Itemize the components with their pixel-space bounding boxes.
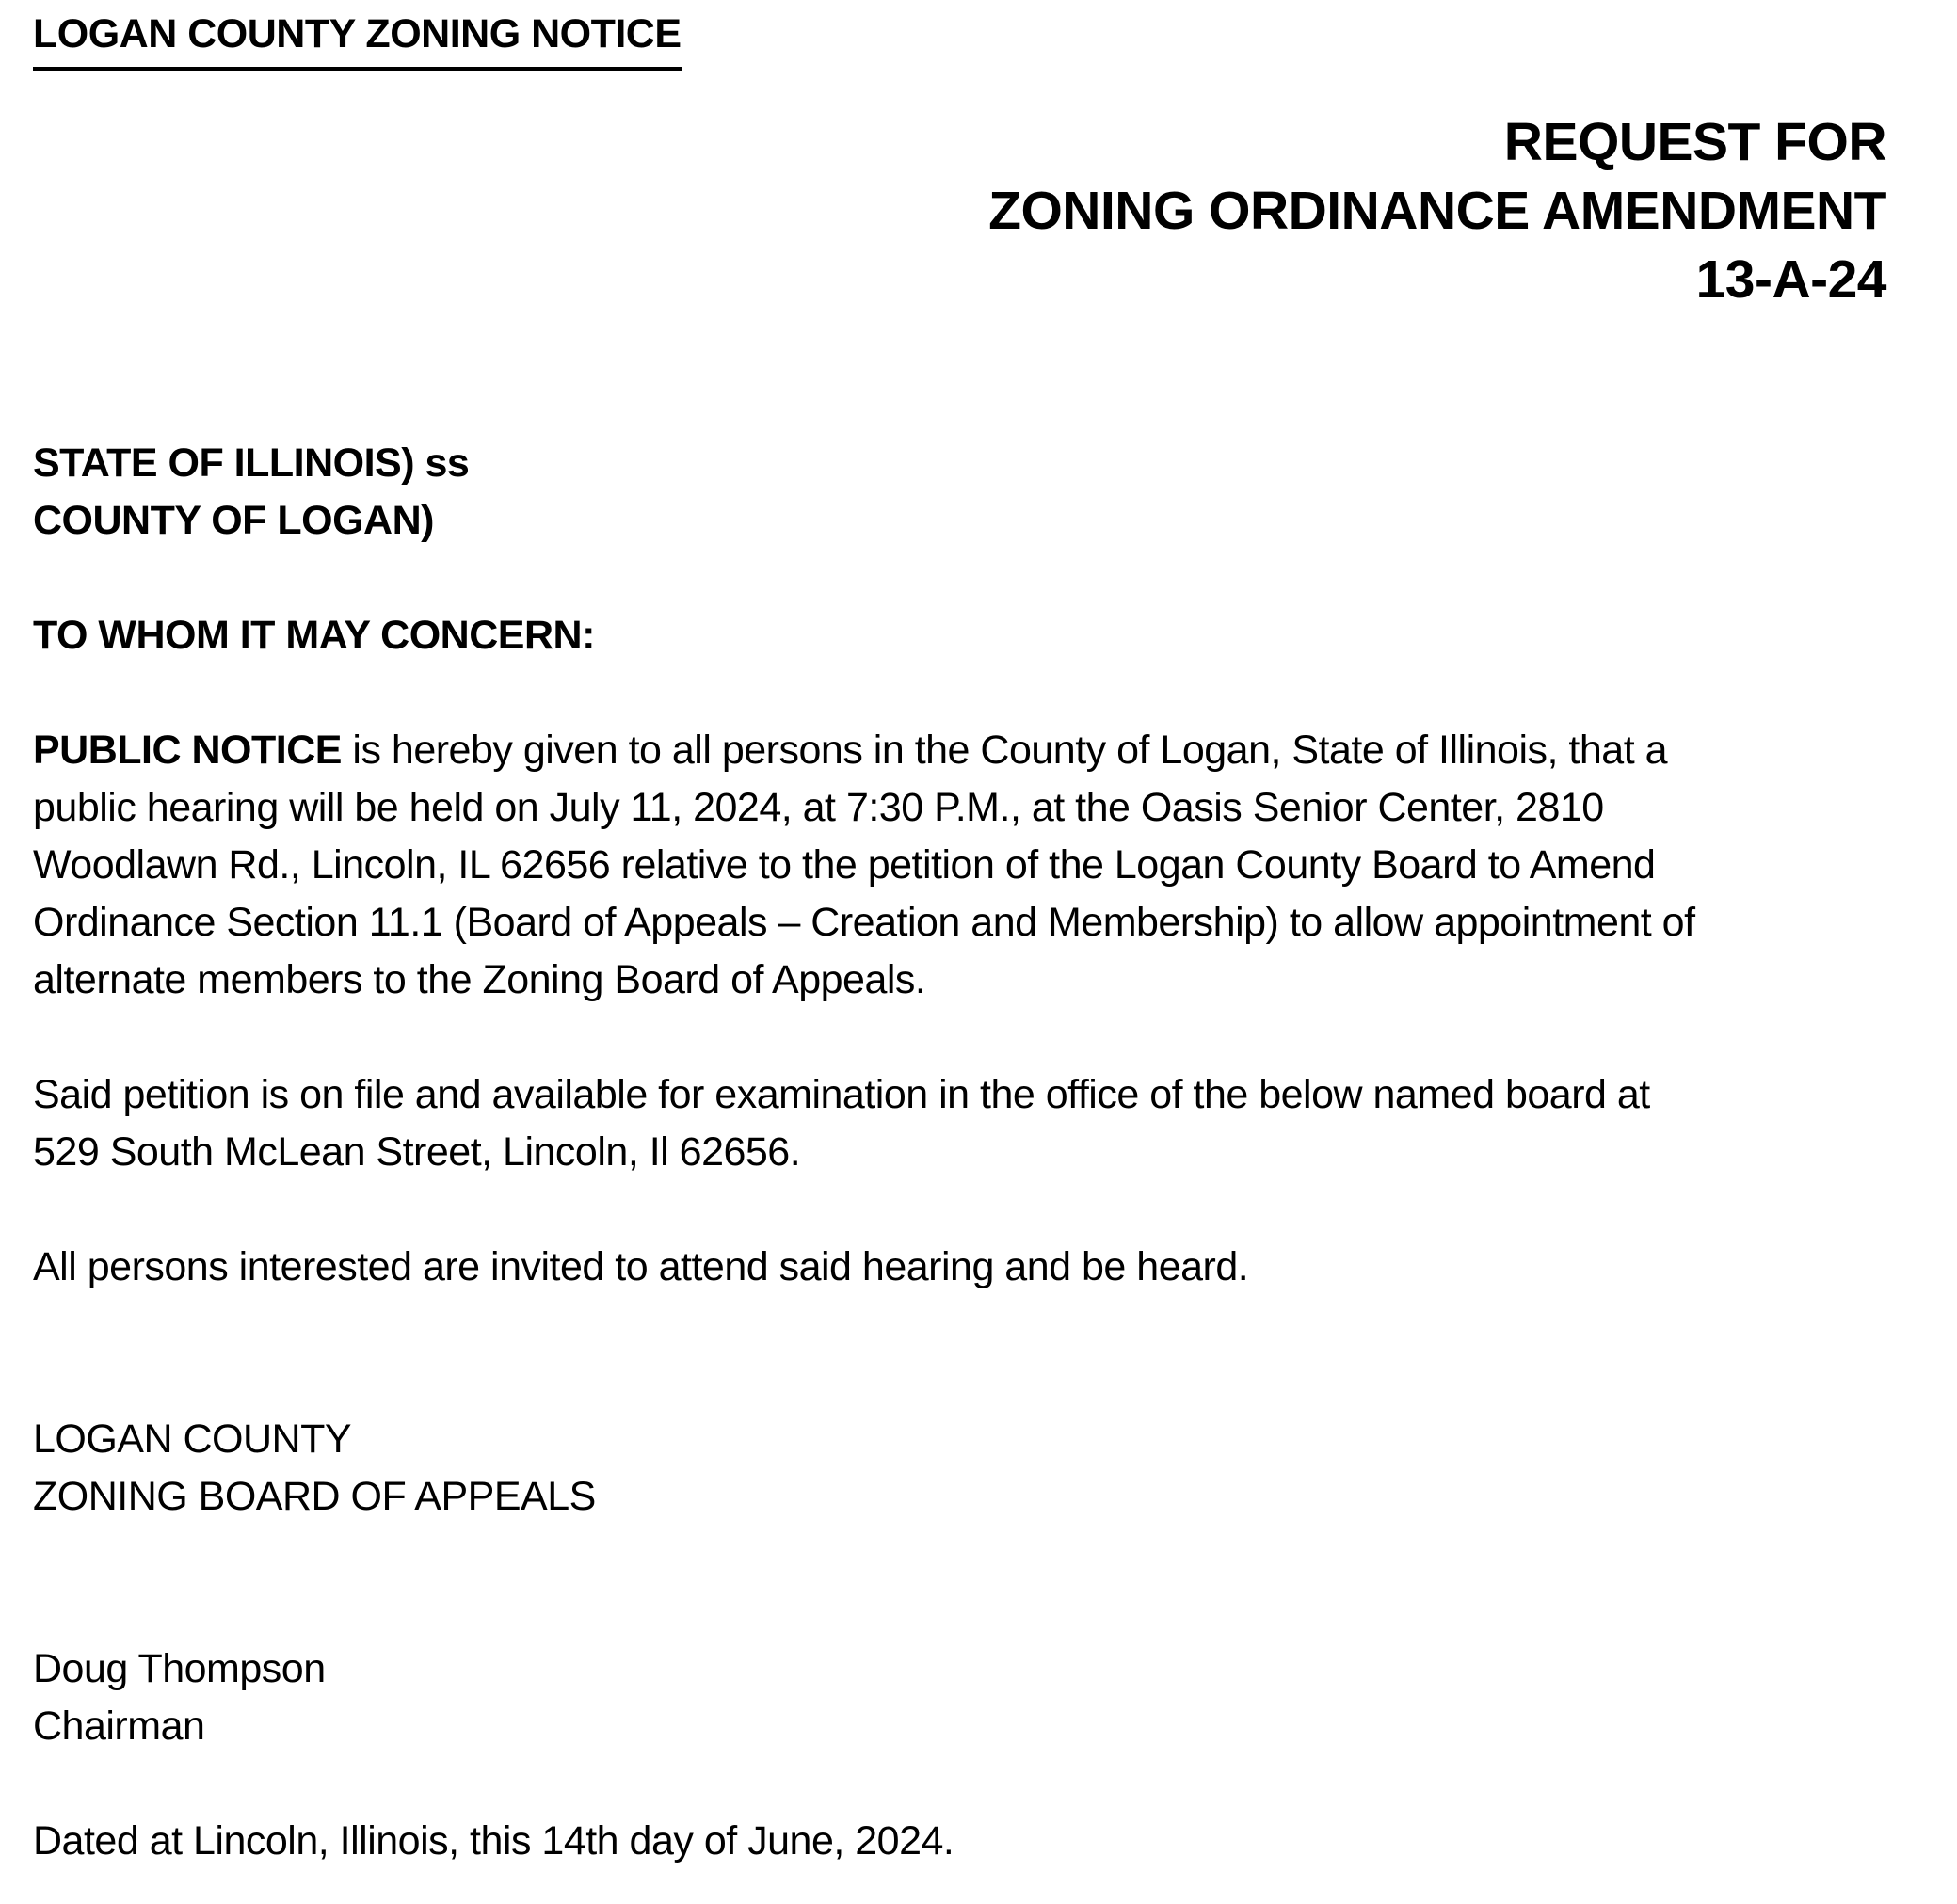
salutation: TO WHOM IT MAY CONCERN: (33, 613, 595, 658)
notice-line-1 (33, 722, 1886, 779)
petition-line-1: Said petition is on file and available for examination in the office of the below named board at (33, 1072, 1650, 1117)
notice-line-4: Ordinance Section 11.1 (Board of Appeals – Creation and Membership) to allow appointment of (33, 900, 1695, 945)
notice-line-5: alternate members to the Zoning Board of Appeals. (33, 957, 926, 1002)
notice-line-1-text: is hereby given to all persons in the County of Logan, State of Illinois, that a (352, 728, 1668, 773)
signatory-name: Doug Thompson (33, 1646, 326, 1691)
document-header (33, 6, 1886, 71)
notice-line-2: public hearing will be held on July 11, 2024, at 7:30 P.M., at the Oasis Senior Center, 2810 (33, 785, 1604, 830)
request-line-2: ZONING ORDINANCE AMENDMENT (988, 181, 1886, 241)
public-notice-lead: PUBLIC NOTICE (33, 728, 342, 773)
request-block (33, 108, 1886, 314)
public-notice-paragraph (33, 722, 1886, 1009)
invitation-line: All persons interested are invited to attend said hearing and be heard. (33, 1244, 1249, 1289)
dated-line: Dated at Lincoln, Illinois, this 14th day of June, 2024. (33, 1818, 954, 1864)
case-number: 13-A-24 (1695, 249, 1886, 310)
notice-line-3: Woodlawn Rd., Lincoln, IL 62656 relative to the petition of the Logan County Board to Amend (33, 842, 1656, 888)
board-title-line: ZONING BOARD OF APPEALS (33, 1474, 596, 1519)
state-line: STATE OF ILLINOIS) ss (33, 440, 470, 486)
board-block (33, 1411, 1886, 1526)
petition-paragraph (33, 1066, 1886, 1181)
document-title: LOGAN COUNTY ZONING NOTICE (33, 6, 682, 71)
board-name-line: LOGAN COUNTY (33, 1416, 352, 1462)
county-line: COUNTY OF LOGAN) (33, 498, 434, 543)
request-line-1: REQUEST FOR (1503, 112, 1886, 172)
petition-line-2: 529 South McLean Street, Lincoln, Il 62656. (33, 1129, 801, 1175)
signatory-title: Chairman (33, 1704, 205, 1749)
signature-block (33, 1640, 1886, 1755)
jurisdiction-block (33, 435, 1886, 550)
